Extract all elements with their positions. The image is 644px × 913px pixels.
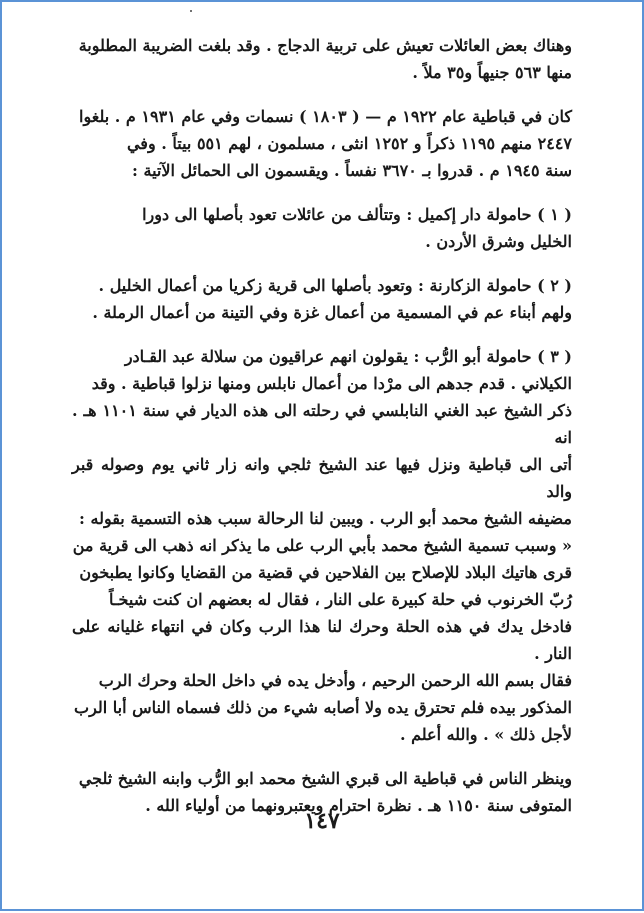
paragraph-shrines: وينظر الناس في قباطية الى قبري الشيخ محمد ابو الرُّب وابنه الشيخ ثلجي المتوفى سنة ١١٥٠ هـ . نظرة احترام ويعتبرونهما من أولياء الله . — [78, 769, 572, 815]
paragraph-clan-abu-alrub: ( ٣ ) حامولة أبو الرُّب : يقولون انهم عراقيون من سلالة عبد القـادر الكيلاني . قدم جدهم الى مرْدا من أعمال نابلس ومنها نزلوا قباطية . وقد ذكر الشيخ عبد الغني النابلسي في رحلته الى هذه الديار في سنة ١١٠١ هـ . انه أتى الى قباطية ونزل فيها عند الشيخ ثلجي وانه زار ثاني يوم وصوله قبر والد مضيفه الشيخ محمد أبو الرب . ويبين لنا الرحالة سبب هذه التسمية بقوله : « وسبب تسمية الشيخ محمد بأبي الرب على ما يذكر انه ذهب الى قرية من قرى هاتيك البلاد للإصلاح بين الفلاحين في قضية من القضايا وكانوا يطبخون رُبّ الخرنوب في حلة كبيرة على النار ، فقال له بعضهم ان كنت شيخـاً فادخل يدك في هذه الحلة وحرك لنا هذا الرب وكان في انتهاء غليانه على النار . فقال بسم الله الرحمن الرحيم ، وأدخل يده في داخل الحلة وحرك الرب المذكور بيده فلم تحترق يده ولا أصابه شيء من ذلك فسماه الناس أبا الرب لأجل ذلك » . والله أعلم . — [72, 347, 572, 744]
scan-speck — [190, 10, 192, 12]
paragraph-poultry: وهناك بعض العائلات تعيش على تربية الدجاج . وقد بلغت الضريبة المطلوبة منها ٥٦٣ جنيهاً و٣٥ ملاً . — [78, 36, 572, 82]
page-number: ١٤٧ — [304, 808, 340, 834]
paragraph-clan-dar-ikmeil: ( ١ ) حامولة دار إكميل : وتتألف من عائلات تعود بأصلها الى دورا الخليل وشرق الأردن . — [142, 205, 572, 251]
page-body — [72, 32, 572, 836]
paragraph-population: كان في قباطية عام ١٩٢٢ م — ( ١٨٠٣ ) نسمات وفي عام ١٩٣١ م . بلغوا ٢٤٤٧ منهم ١١٩٥ ذكراً و ١٢٥٢ انثى ، مسلمون ، لهم ٥٥١ بيتاً . وفي سنة ١٩٤٥ م . قدروا بـ ٣٦٧٠ نفساً . ويقسمون الى الحمائل الآتية : — [79, 107, 572, 180]
paragraph-clan-zakarneh: ( ٢ ) حامولة الزكارنة : وتعود بأصلها الى قرية زكريا من أعمال الخليل . ولهم أبناء عم في المسمية من أعمال غزة وفي التينة من أعمال الرملة . — [92, 276, 572, 322]
